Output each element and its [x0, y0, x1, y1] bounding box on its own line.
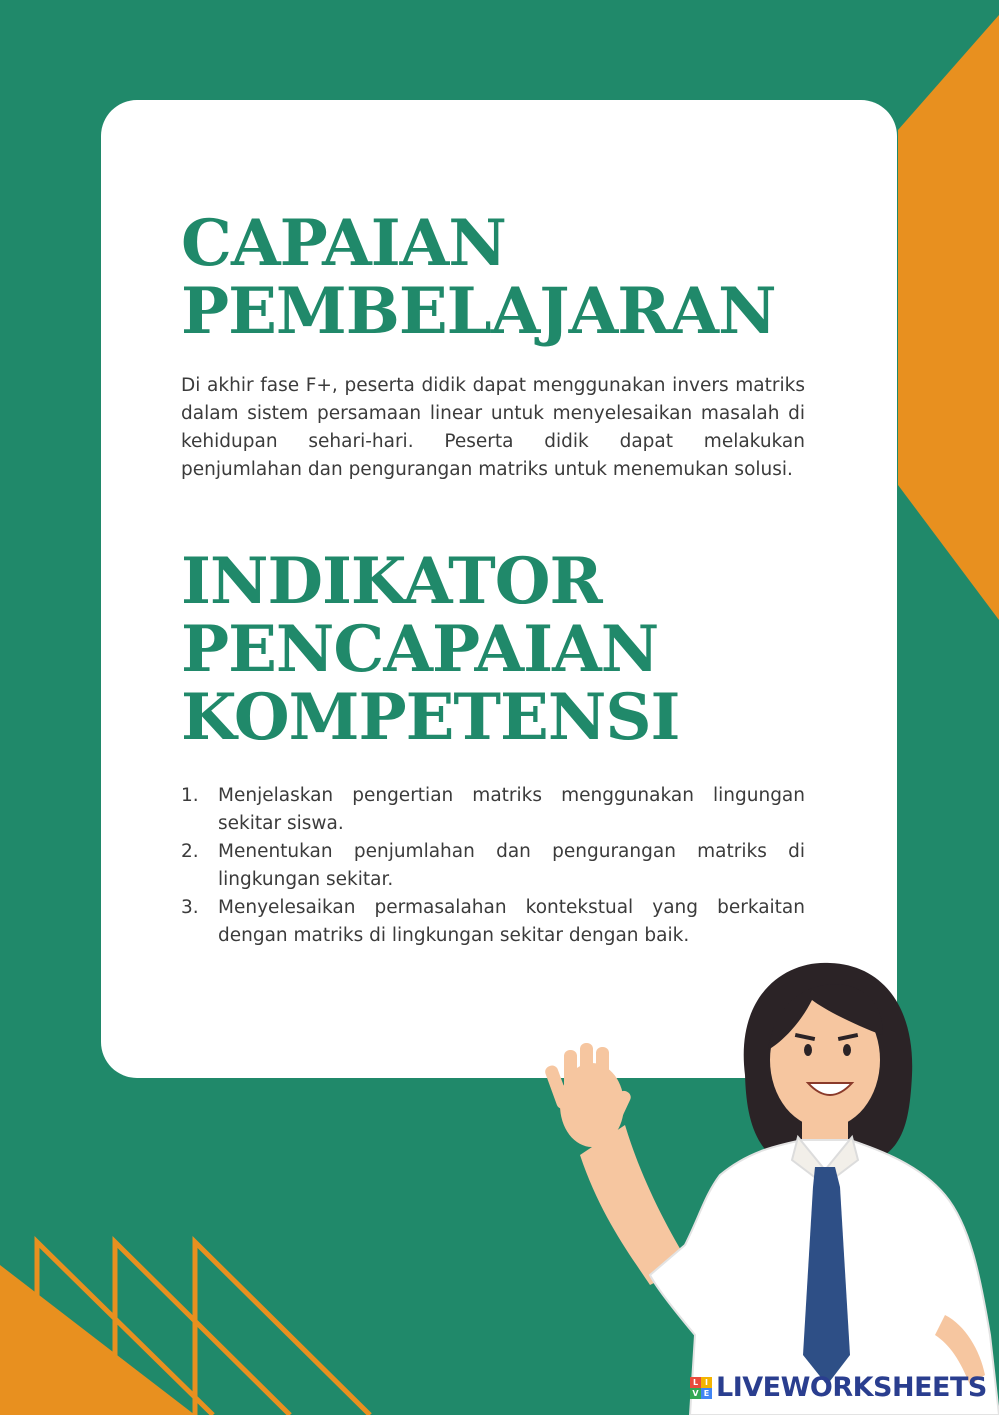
brand-mark-letter: E	[701, 1388, 712, 1399]
indikator-list	[181, 782, 805, 950]
indikator-title-line-1: INDIKATOR	[181, 544, 602, 619]
list-item-text: Menyelesaikan permasalahan kontekstual yang berkaitan dengan matriks di lingkungan sekitar dengan baik.	[218, 897, 805, 946]
top-right-orange-shape	[898, 15, 999, 620]
indikator-title-line-2: PENCAPAIAN	[181, 612, 659, 687]
liveworksheets-wordmark: LIVEWORKSHEETS	[716, 1372, 987, 1403]
brand-mark-letter: V	[690, 1388, 701, 1399]
capaian-paragraph: Di akhir fase F+, peserta didik dapat menggunakan invers matriks dalam sistem persamaan linear untuk menyelesaikan masalah di kehidupan sehari-hari. Peserta didik dapat melakukan penjumlahan dan pengurangan matriks untuk menemukan solusi.	[181, 375, 805, 480]
bottom-left-orange-shape	[0, 1265, 195, 1415]
student-waving-illustration	[540, 955, 999, 1415]
list-item-text: Menentukan penjumlahan dan pengurangan matriks di lingkungan sekitar.	[218, 841, 805, 890]
liveworksheets-mark	[690, 1377, 712, 1399]
list-item	[181, 894, 805, 950]
list-item-number: 1.	[181, 785, 199, 806]
list-item-number: 3.	[181, 897, 199, 918]
capaian-title-line-1: CAPAIAN	[181, 206, 506, 281]
indikator-title	[181, 544, 680, 755]
list-item	[181, 782, 805, 838]
brand-mark-letter: I	[701, 1377, 712, 1388]
list-item-text: Menjelaskan pengertian matriks menggunakan lingungan sekitar siswa.	[218, 785, 805, 834]
capaian-title	[181, 206, 776, 349]
liveworksheets-logo	[690, 1372, 987, 1403]
capaian-title-line-2: PEMBELAJARAN	[181, 274, 776, 349]
indikator-title-line-3: KOMPETENSI	[181, 680, 680, 755]
list-item	[181, 838, 805, 894]
list-item-number: 2.	[181, 841, 199, 862]
brand-mark-letter: L	[690, 1377, 701, 1388]
